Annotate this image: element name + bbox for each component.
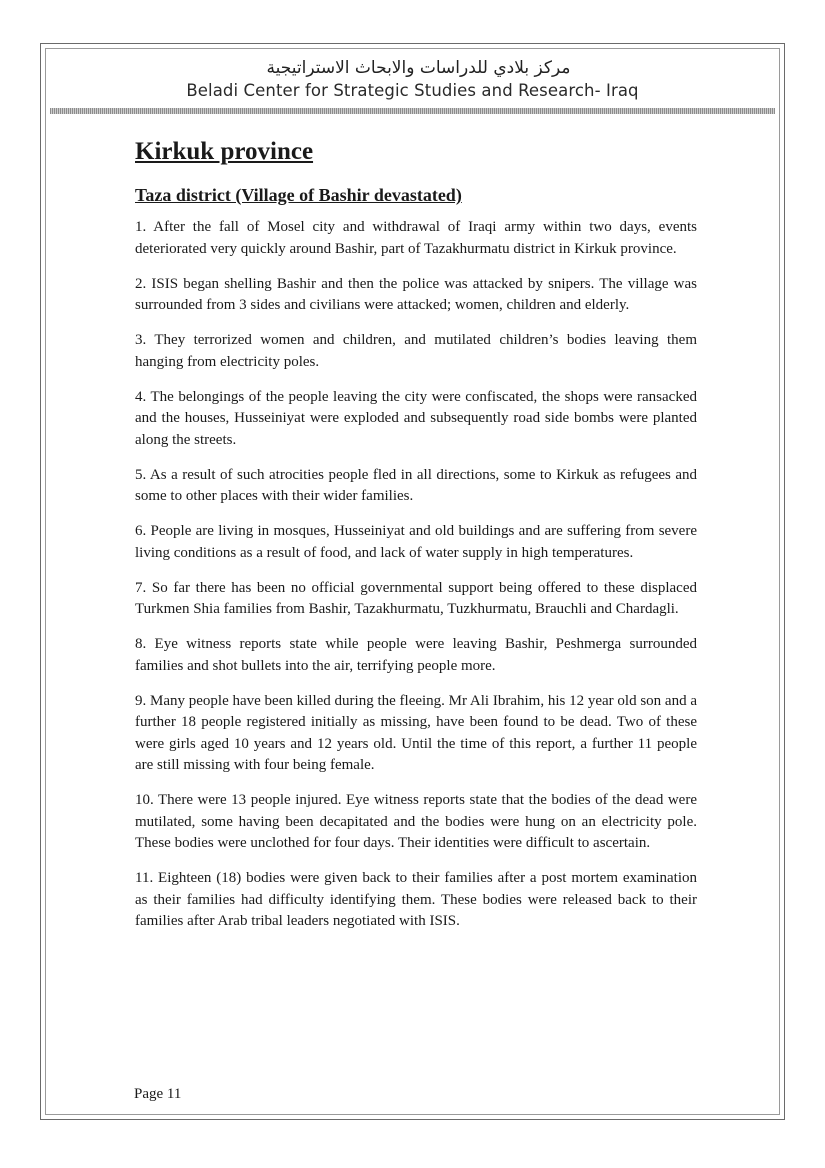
paragraph-9: 9. Many people have been killed during the fleeing. Mr Ali Ibrahim, his 12 year old son and a further 18 people registered initially as missing, have been found to be dead. Two of these were girls aged 10 years and 12 years old. Until the time of this report, a further 11 people are still missing with four being female. xyxy=(135,692,697,773)
document-title: Kirkuk province xyxy=(135,138,314,165)
paragraph-2: 2. ISIS began shelling Bashir and then the police was attacked by snipers. The village was surrounded from 3 sides and civilians were attacked; women, children and elderly. xyxy=(135,275,697,313)
paragraph-3: 3. They terrorized women and children, and mutilated children’s bodies leaving them hanging from electricity poles. xyxy=(135,332,697,370)
paragraph-4: 4. The belongings of the people leaving the city were confiscated, the shops were ransacked and the houses, Husseiniyat were exploded and subsequently road side bombs were planted along the streets. xyxy=(135,388,697,448)
page-number: Page 11 xyxy=(134,1086,182,1102)
letterhead-arabic: مركز بلادي للدراسات والابحاث الاستراتيجية xyxy=(266,58,571,78)
document-body xyxy=(135,136,697,946)
letterhead-english: Beladi Center for Strategic Studies and Research- Iraq xyxy=(186,81,639,100)
paragraph-5: 5. As a result of such atrocities people fled in all directions, some to Kirkuk as refugees and some to other places with their wider families. xyxy=(135,466,697,504)
paragraph-7: 7. So far there has been no official governmental support being offered to these displaced Turkmen Shia families from Bashir, Tazakhurmatu, Tuzkhurmatu, Brauchli and Chardagli. xyxy=(135,579,697,617)
paragraph-6: 6. People are living in mosques, Husseiniyat and old buildings and are suffering from severe living conditions as a result of food, and lack of water supply in high temperatures. xyxy=(135,523,697,561)
paragraph-8: 8. Eye witness reports state while people were leaving Bashir, Peshmerga surrounded families and shot bullets into the air, terrifying people more. xyxy=(135,636,697,674)
letterhead-divider xyxy=(50,108,775,114)
letterhead xyxy=(45,56,780,102)
section-heading: Taza district (Village of Bashir devastated) xyxy=(135,185,462,205)
paragraph-11: 11. Eighteen (18) bodies were given back to their families after a post mortem examination as their families had difficulty identifying them. These bodies were released back to their families after Arab tribal leaders negotiated with ISIS. xyxy=(135,870,697,929)
paragraph-1: 1. After the fall of Mosel city and withdrawal of Iraqi army within two days, events deteriorated very quickly around Bashir, part of Tazakhurmatu district in Kirkuk province. xyxy=(135,219,697,257)
paragraph-10: 10. There were 13 people injured. Eye witness reports state that the bodies of the dead were mutilated, some having been decapitated and the bodies were hung on an electricity pole. These bodies were unclothed for four days. Their identities were difficult to ascertain. xyxy=(135,792,697,851)
